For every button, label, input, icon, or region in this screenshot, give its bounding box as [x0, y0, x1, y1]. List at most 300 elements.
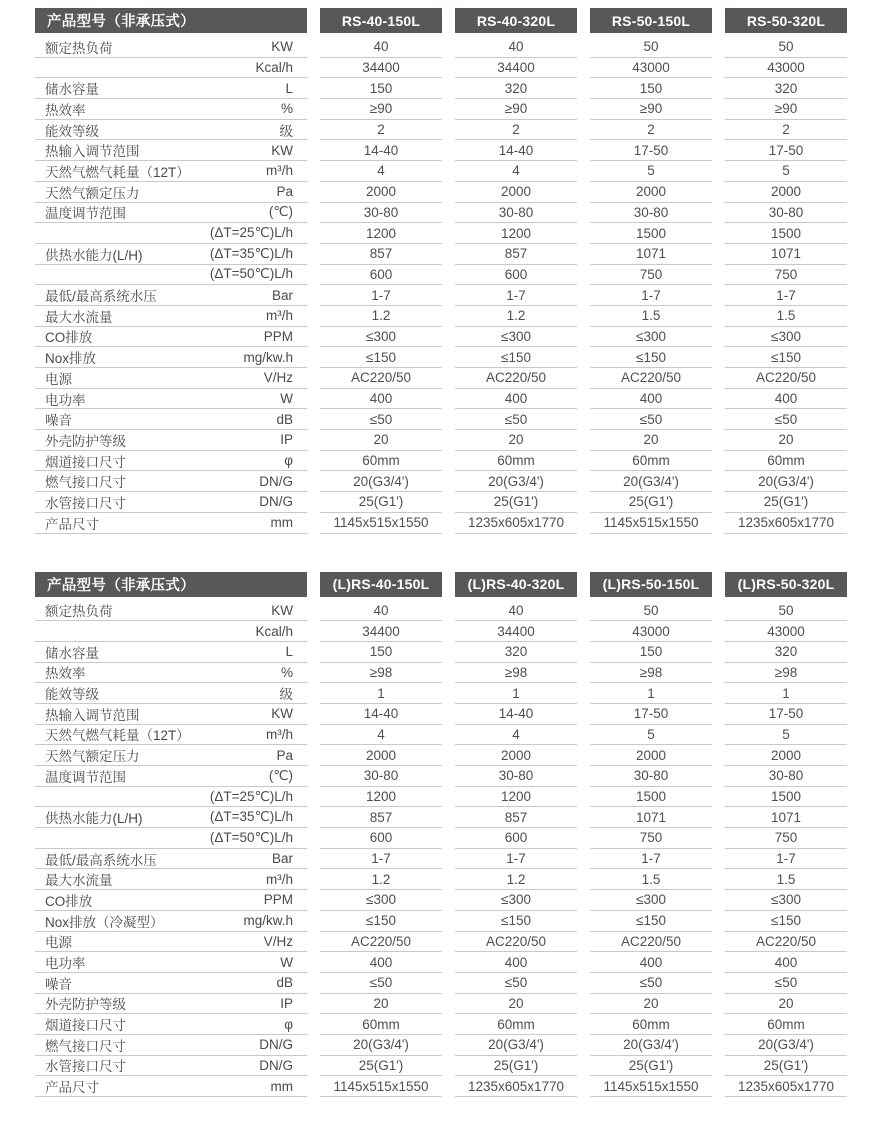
- spec-cell-value: 1235x605x1770: [737, 515, 835, 531]
- spec-row: [35, 306, 307, 327]
- spec-cell-value: 1145x515x1550: [333, 515, 429, 531]
- spec-cell-value: AC220/50: [350, 933, 412, 949]
- spec-row: [725, 994, 847, 1015]
- spec-row: [590, 642, 712, 663]
- spec-row: [455, 78, 577, 99]
- spec-row: [725, 807, 847, 828]
- spec-row: [725, 973, 847, 994]
- spec-row: [35, 663, 307, 684]
- spec-row: [725, 725, 847, 746]
- spec-row: [35, 642, 307, 663]
- spec-cell-value: ≤150: [501, 913, 531, 929]
- value-rows: [455, 37, 577, 534]
- spec-row-label: Nox排放: [45, 351, 97, 367]
- spec-row: [35, 182, 307, 203]
- spec-cell-value: 1.5: [641, 871, 661, 887]
- spec-cell-value: 1-7: [506, 851, 526, 867]
- spec-cell-value: 20(G3/4'): [353, 473, 409, 489]
- spec-cell-value: 2: [512, 122, 520, 138]
- spec-row: [35, 621, 307, 642]
- spec-cell-value: 400: [639, 391, 663, 407]
- spec-cell-value: 1200: [500, 789, 532, 805]
- spec-cell-value: 400: [774, 954, 798, 970]
- spec-cell-value: 40: [373, 39, 389, 55]
- spec-cell-value: 1.2: [506, 308, 526, 324]
- spec-row: [35, 120, 307, 141]
- spec-row: [725, 471, 847, 492]
- spec-cell-value: 1500: [770, 225, 802, 241]
- spec-cell-value: 857: [504, 246, 528, 262]
- spec-row-unit: m³/h: [266, 308, 293, 324]
- spec-row: [590, 869, 712, 890]
- spec-row-label: 燃气接口尺寸: [45, 475, 126, 491]
- spec-row: [725, 37, 847, 58]
- spec-cell-value: 50: [778, 39, 794, 55]
- spec-row: [320, 99, 442, 120]
- spec-row: [455, 37, 577, 58]
- spec-cell-value: 150: [639, 80, 663, 96]
- spec-row-label: 储水容量: [45, 82, 99, 98]
- spec-row-unit: mg/kw.h: [243, 913, 293, 929]
- spec-row: [455, 642, 577, 663]
- spec-row: [320, 368, 442, 389]
- spec-row: [725, 244, 847, 265]
- spec-cell-value: 750: [774, 830, 798, 846]
- spec-row: [455, 347, 577, 368]
- spec-row-label: 温度调节范围: [45, 769, 126, 785]
- spec-row: [455, 120, 577, 141]
- spec-row: [590, 203, 712, 224]
- spec-row: [590, 663, 712, 684]
- spec-row: [590, 37, 712, 58]
- spec-cell-value: 60mm: [767, 453, 805, 469]
- spec-cell-value: 320: [504, 644, 528, 660]
- label-rows: [35, 601, 307, 1098]
- spec-cell-value: 30-80: [363, 768, 399, 784]
- spec-cell-value: 600: [369, 266, 393, 282]
- spec-cell-value: 320: [774, 80, 798, 96]
- spec-cell-value: 20(G3/4'): [623, 473, 679, 489]
- spec-row: [35, 828, 307, 849]
- spec-cell-value: 1500: [635, 789, 667, 805]
- spec-cell-value: ≤50: [504, 975, 528, 991]
- spec-row: [35, 869, 307, 890]
- spec-cell-value: 20(G3/4'): [623, 1037, 679, 1053]
- spec-row: [455, 787, 577, 808]
- spec-row-label: 额定热负荷: [45, 40, 113, 56]
- spec-row: [35, 285, 307, 306]
- spec-row: [590, 161, 712, 182]
- spec-row: [455, 182, 577, 203]
- spec-row: [590, 828, 712, 849]
- spec-cell-value: 60mm: [632, 1016, 670, 1032]
- spec-row: [590, 99, 712, 120]
- spec-row-label: CO排放: [45, 893, 93, 909]
- spec-row-label: 电功率: [45, 392, 86, 408]
- spec-row-unit: 级: [279, 123, 293, 139]
- spec-row-unit: IP: [280, 432, 293, 448]
- spec-row: [725, 430, 847, 451]
- spec-row: [455, 621, 577, 642]
- spec-row: [725, 389, 847, 410]
- spec-row: [35, 140, 307, 161]
- spec-cell-value: 1.5: [776, 871, 796, 887]
- spec-row: [320, 725, 442, 746]
- spec-row: [725, 58, 847, 79]
- spec-cell-value: 25(G1'): [628, 1057, 674, 1073]
- spec-row: [35, 1056, 307, 1077]
- spec-row-unit: dB: [276, 411, 293, 427]
- spec-row: [590, 58, 712, 79]
- spec-row: [590, 601, 712, 622]
- spec-cell-value: 1-7: [506, 287, 526, 303]
- model-header: RS-50-320L: [725, 8, 847, 33]
- spec-row: [725, 223, 847, 244]
- spec-row: [35, 265, 307, 286]
- spec-row: [725, 952, 847, 973]
- model-header: RS-40-150L: [320, 8, 442, 33]
- spec-row: [35, 725, 307, 746]
- spec-cell-value: 14-40: [363, 706, 399, 722]
- spec-cell-value: 5: [647, 726, 655, 742]
- spec-row: [590, 389, 712, 410]
- spec-cell-value: 2: [782, 122, 790, 138]
- spec-cell-value: ≤50: [639, 411, 663, 427]
- spec-cell-value: 857: [504, 809, 528, 825]
- spec-row: [455, 451, 577, 472]
- spec-row: [590, 1056, 712, 1077]
- model-column-4: [725, 572, 847, 1098]
- spec-row: [320, 704, 442, 725]
- spec-row-label: 外壳防护等级: [45, 997, 126, 1013]
- spec-cell-value: 1.2: [371, 871, 391, 887]
- spec-row-unit: m³/h: [266, 871, 293, 887]
- spec-cell-value: 4: [512, 163, 520, 179]
- spec-cell-value: ≤300: [771, 892, 801, 908]
- spec-cell-value: 600: [504, 830, 528, 846]
- spec-row: [455, 704, 577, 725]
- spec-row: [320, 492, 442, 513]
- spec-cell-value: ≤150: [636, 913, 666, 929]
- spec-row: [725, 766, 847, 787]
- spec-row: [320, 306, 442, 327]
- spec-cell-value: 1071: [770, 809, 802, 825]
- spec-row-label: 能效等级: [45, 123, 99, 139]
- spec-cell-value: 60mm: [497, 1016, 535, 1032]
- spec-cell-value: 400: [369, 391, 393, 407]
- spec-row: [725, 140, 847, 161]
- spec-cell-value: 857: [369, 246, 393, 262]
- spec-row: [320, 182, 442, 203]
- spec-row-unit: Pa: [276, 747, 293, 763]
- spec-cell-value: ≤150: [366, 913, 396, 929]
- spec-row: [455, 265, 577, 286]
- spec-row: [35, 932, 307, 953]
- spec-row-unit: DN/G: [259, 1057, 293, 1073]
- spec-row: [35, 327, 307, 348]
- spec-cell-value: ≤300: [636, 892, 666, 908]
- spec-row-unit: Bar: [271, 851, 293, 867]
- spec-row: [590, 513, 712, 534]
- spec-row: [725, 409, 847, 430]
- spec-cell-value: 1: [782, 685, 790, 701]
- spec-cell-value: ≥98: [504, 664, 528, 680]
- spec-row: [590, 285, 712, 306]
- spec-row-label: 产品尺寸: [45, 1080, 99, 1096]
- spec-cell-value: 1.5: [776, 308, 796, 324]
- spec-cell-value: 1071: [770, 246, 802, 262]
- spec-cell-value: 30-80: [498, 768, 534, 784]
- spec-row: [590, 787, 712, 808]
- spec-row: [35, 601, 307, 622]
- spec-row: [590, 182, 712, 203]
- spec-cell-value: ≥90: [369, 101, 393, 117]
- spec-row: [35, 952, 307, 973]
- spec-row: [725, 451, 847, 472]
- spec-row-unit: L: [285, 644, 293, 660]
- spec-cell-value: 25(G1'): [763, 494, 809, 510]
- spec-cell-value: ≥98: [369, 664, 393, 680]
- spec-row: [455, 368, 577, 389]
- spec-row: [35, 244, 307, 265]
- spec-row: [455, 244, 577, 265]
- spec-cell-value: 1200: [500, 225, 532, 241]
- spec-row: [320, 430, 442, 451]
- spec-cell-value: 14-40: [498, 142, 534, 158]
- spec-row-label: 最低/最高系统水压: [45, 852, 157, 868]
- spec-cell-value: 1235x605x1770: [467, 515, 565, 531]
- table-title: 产品型号（非承压式）: [35, 8, 307, 33]
- spec-row: [35, 58, 307, 79]
- model-column-4: [725, 8, 847, 534]
- model-column-2: [455, 8, 577, 534]
- spec-cell-value: 600: [369, 830, 393, 846]
- spec-row-unit: V/Hz: [263, 933, 293, 949]
- spec-row-label: 额定热负荷: [45, 604, 113, 620]
- spec-row: [590, 327, 712, 348]
- spec-row-label: 天然气燃气耗量（12T）: [45, 164, 190, 180]
- spec-row-label: CO排放: [45, 330, 93, 346]
- spec-cell-value: ≤300: [501, 892, 531, 908]
- spec-row: [455, 223, 577, 244]
- spec-cell-value: 1-7: [776, 851, 796, 867]
- spec-row: [725, 347, 847, 368]
- spec-cell-value: ≥98: [639, 664, 663, 680]
- spec-row: [35, 807, 307, 828]
- spec-cell-value: 20(G3/4'): [488, 473, 544, 489]
- spec-cell-value: 50: [778, 602, 794, 618]
- spec-cell-value: 2000: [500, 184, 532, 200]
- spec-cell-value: 60mm: [362, 1016, 400, 1032]
- spec-cell-value: 1500: [635, 225, 667, 241]
- spec-cell-value: 20(G3/4'): [758, 473, 814, 489]
- spec-row: [35, 890, 307, 911]
- spec-row: [35, 223, 307, 244]
- spec-cell-value: ≤300: [771, 328, 801, 344]
- spec-row: [725, 513, 847, 534]
- spec-cell-value: 2000: [635, 747, 667, 763]
- spec-cell-value: ≤50: [639, 975, 663, 991]
- spec-cell-value: 1-7: [641, 851, 661, 867]
- spec-cell-value: 5: [782, 163, 790, 179]
- spec-cell-value: 1145x515x1550: [603, 515, 699, 531]
- spec-cell-value: 2000: [770, 747, 802, 763]
- spec-cell-value: 20: [373, 432, 389, 448]
- spec-row: [590, 1035, 712, 1056]
- spec-row-label: 热输入调节范围: [45, 707, 140, 723]
- spec-row-label: 电源: [45, 935, 72, 951]
- spec-row: [455, 663, 577, 684]
- spec-row: [725, 78, 847, 99]
- spec-cell-value: 600: [504, 266, 528, 282]
- spec-cell-value: AC220/50: [755, 370, 817, 386]
- spec-row: [455, 745, 577, 766]
- spec-row-unit: (ΔT=35℃)L/h: [209, 809, 293, 825]
- spec-row: [320, 223, 442, 244]
- spec-row: [455, 994, 577, 1015]
- model-header: (L)RS-40-150L: [320, 572, 442, 597]
- spec-row-label: 烟道接口尺寸: [45, 454, 126, 470]
- spec-row: [725, 265, 847, 286]
- spec-cell-value: 2000: [635, 184, 667, 200]
- spec-row-unit: m³/h: [266, 163, 293, 179]
- spec-row: [725, 849, 847, 870]
- spec-row-label: 热效率: [45, 102, 86, 118]
- spec-row-unit: V/Hz: [263, 370, 293, 386]
- spec-row-unit: KW: [271, 39, 293, 55]
- spec-row: [455, 513, 577, 534]
- spec-label-column: [35, 572, 307, 1098]
- spec-row: [35, 766, 307, 787]
- spec-row: [590, 409, 712, 430]
- spec-row: [320, 1056, 442, 1077]
- spec-cell-value: 857: [369, 809, 393, 825]
- spec-row: [455, 828, 577, 849]
- spec-row: [590, 1014, 712, 1035]
- spec-cell-value: 1200: [365, 789, 397, 805]
- spec-cell-value: 1: [647, 685, 655, 701]
- spec-cell-value: 400: [504, 954, 528, 970]
- spec-row: [320, 745, 442, 766]
- spec-row: [725, 642, 847, 663]
- spec-row: [725, 745, 847, 766]
- spec-cell-value: 40: [508, 39, 524, 55]
- spec-cell-value: ≤50: [369, 975, 393, 991]
- spec-cell-value: 20(G3/4'): [758, 1037, 814, 1053]
- spec-row: [320, 347, 442, 368]
- spec-row-unit: KW: [271, 142, 293, 158]
- spec-row-label: 热输入调节范围: [45, 144, 140, 160]
- spec-cell-value: 1-7: [371, 851, 391, 867]
- model-column-1: [320, 572, 442, 1098]
- spec-row: [320, 807, 442, 828]
- spec-row: [455, 306, 577, 327]
- spec-row: [320, 1035, 442, 1056]
- spec-row-unit: mm: [270, 1078, 293, 1094]
- spec-row: [35, 409, 307, 430]
- spec-cell-value: 30-80: [498, 204, 534, 220]
- spec-row: [590, 890, 712, 911]
- spec-cell-value: 30-80: [633, 204, 669, 220]
- spec-cell-value: 2000: [770, 184, 802, 200]
- spec-row: [455, 1035, 577, 1056]
- spec-cell-value: ≥90: [774, 101, 798, 117]
- spec-cell-value: AC220/50: [620, 370, 682, 386]
- spec-cell-value: 2000: [365, 747, 397, 763]
- spec-row-unit: Kcal/h: [255, 623, 293, 639]
- spec-row: [455, 389, 577, 410]
- spec-row: [725, 683, 847, 704]
- spec-row: [455, 430, 577, 451]
- spec-row-unit: (ΔT=25℃)L/h: [209, 225, 293, 241]
- spec-cell-value: 20(G3/4'): [488, 1037, 544, 1053]
- spec-cell-value: ≤150: [501, 349, 531, 365]
- spec-row-unit: L: [285, 80, 293, 96]
- spec-row: [320, 409, 442, 430]
- spec-row: [590, 244, 712, 265]
- spec-cell-value: ≤150: [771, 913, 801, 929]
- spec-row: [35, 471, 307, 492]
- spec-row-unit: (℃): [268, 767, 293, 783]
- spec-row: [455, 409, 577, 430]
- spec-cell-value: 5: [782, 726, 790, 742]
- spec-row: [35, 492, 307, 513]
- spec-row-unit: KW: [271, 602, 293, 618]
- spec-row: [320, 37, 442, 58]
- spec-cell-value: 40: [373, 602, 389, 618]
- spec-row: [320, 58, 442, 79]
- spec-cell-value: 25(G1'): [358, 1057, 404, 1073]
- spec-row: [320, 952, 442, 973]
- spec-row: [455, 911, 577, 932]
- spec-row: [35, 368, 307, 389]
- spec-cell-value: 20: [508, 432, 524, 448]
- spec-row: [590, 140, 712, 161]
- spec-row: [35, 99, 307, 120]
- spec-cell-value: 17-50: [633, 706, 669, 722]
- spec-cell-value: ≤150: [771, 349, 801, 365]
- spec-row: [455, 766, 577, 787]
- spec-row-label: 天然气额定压力: [45, 185, 140, 201]
- spec-row-label: Nox排放（冷凝型）: [45, 914, 164, 930]
- spec-cell-value: ≤50: [504, 411, 528, 427]
- spec-cell-value: 1200: [365, 225, 397, 241]
- label-rows: [35, 37, 307, 534]
- spec-table-standard: [35, 8, 850, 534]
- spec-row: [320, 327, 442, 348]
- spec-row-unit: %: [280, 101, 293, 117]
- spec-cell-value: 4: [377, 163, 385, 179]
- spec-row: [35, 787, 307, 808]
- spec-row: [725, 621, 847, 642]
- spec-row: [725, 492, 847, 513]
- spec-row: [590, 347, 712, 368]
- spec-row: [725, 1076, 847, 1097]
- spec-cell-value: 20: [643, 995, 659, 1011]
- spec-row: [35, 430, 307, 451]
- spec-row: [455, 601, 577, 622]
- spec-row: [590, 430, 712, 451]
- spec-row: [590, 952, 712, 973]
- spec-cell-value: AC220/50: [485, 933, 547, 949]
- spec-cell-value: 150: [369, 80, 393, 96]
- spec-row: [35, 911, 307, 932]
- spec-row: [320, 265, 442, 286]
- spec-row: [320, 601, 442, 622]
- spec-row: [455, 807, 577, 828]
- spec-row: [455, 973, 577, 994]
- spec-row: [320, 911, 442, 932]
